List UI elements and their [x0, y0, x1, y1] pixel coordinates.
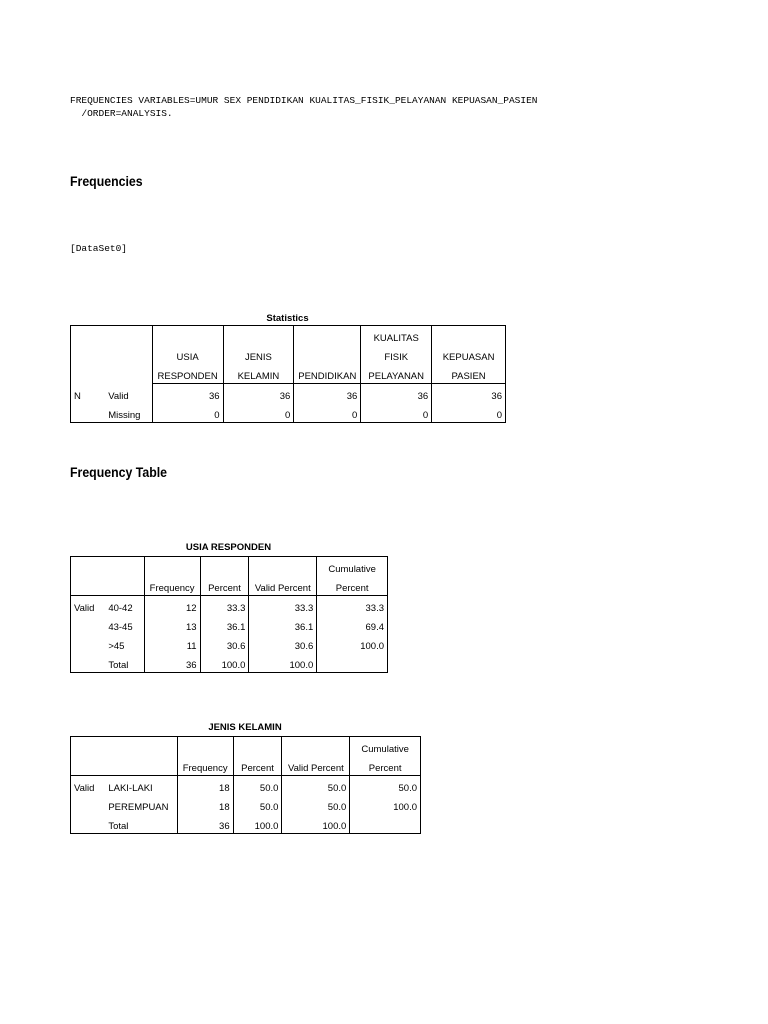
jk-header-frequency: Frequency: [177, 737, 233, 776]
usia-header-percent: Percent: [200, 557, 249, 596]
jk-cell: 50.0: [233, 795, 282, 814]
table-row: [71, 403, 506, 423]
jk-cell: 18: [177, 795, 233, 814]
jenis-kelamin-title: JENIS KELAMIN: [208, 722, 282, 733]
stat-col-5-line1: [432, 326, 506, 346]
stat-col-5-line3: PASIEN: [432, 364, 506, 384]
jk-cell: 50.0: [233, 776, 282, 796]
table-row: [71, 615, 388, 634]
jk-cell: 36: [177, 814, 233, 834]
jk-cell: 50.0: [282, 795, 350, 814]
jenis-kelamin-frequency-table: [70, 736, 421, 834]
stat-col-4-line1: KUALITAS: [361, 326, 432, 346]
usia-cell: 100.0: [200, 653, 249, 673]
jk-cell: 100.0: [350, 795, 421, 814]
stat-col-3-line2: [294, 345, 361, 364]
stat-col-3-line3: PENDIDIKAN: [294, 364, 361, 384]
stat-cell: 36: [294, 384, 361, 404]
jk-header-cumulative-percent: Percent: [350, 756, 421, 776]
usia-header-valid-percent: Valid Percent: [249, 557, 317, 596]
jk-cell: 50.0: [350, 776, 421, 796]
stat-cell: 36: [361, 384, 432, 404]
table-row: [71, 814, 421, 834]
stat-cell: 0: [152, 403, 223, 423]
stat-cell: 0: [361, 403, 432, 423]
usia-cell: 33.3: [200, 596, 249, 616]
table-row: [71, 776, 421, 796]
usia-row-label: 43-45: [108, 622, 133, 633]
syntax-line-1: FREQUENCIES VARIABLES=UMUR SEX PENDIDIKAN KUALITAS_FISIK_PELAYANAN KEPUASAN_PASIEN: [70, 95, 538, 106]
jk-header-cumulative: Cumulative: [350, 737, 421, 757]
table-row: [71, 795, 421, 814]
jk-header-valid-percent: Valid Percent: [282, 737, 350, 776]
statistics-title: Statistics: [266, 313, 309, 324]
stat-col-2-line1: [223, 326, 294, 346]
usia-cell: 33.3: [317, 596, 388, 616]
syntax-block: [70, 94, 537, 120]
statistics-table: [70, 325, 506, 423]
usia-row-label: 40-42: [105, 596, 144, 616]
jk-cell: 50.0: [282, 776, 350, 796]
usia-cell: 100.0: [317, 634, 388, 653]
stat-cell: 36: [152, 384, 223, 404]
jk-cell: 18: [177, 776, 233, 796]
table-row: [71, 634, 388, 653]
frequency-table-heading: Frequency Table: [70, 464, 167, 480]
table-row: [71, 596, 388, 616]
usia-cell: 36.1: [200, 615, 249, 634]
stat-col-1-line3: RESPONDEN: [152, 364, 223, 384]
stat-cell: 0: [432, 403, 506, 423]
stat-col-1-line2: USIA: [152, 345, 223, 364]
stat-cell: 36: [223, 384, 294, 404]
jk-row-label: Total: [105, 814, 177, 834]
usia-cell: 100.0: [249, 653, 317, 673]
usia-header-frequency: Frequency: [144, 557, 200, 596]
usia-cell: 12: [144, 596, 200, 616]
jk-cell: [350, 814, 421, 834]
usia-cell: 30.6: [200, 634, 249, 653]
stat-group-label: N: [71, 384, 106, 404]
jk-cell: 100.0: [282, 814, 350, 834]
usia-cell: 11: [144, 634, 200, 653]
usia-cell: 36: [144, 653, 200, 673]
frequencies-heading: Frequencies: [70, 173, 143, 189]
stat-cell: 0: [294, 403, 361, 423]
usia-group-label: Valid: [71, 596, 106, 616]
usia-cell: 69.4: [317, 615, 388, 634]
usia-cell: 36.1: [249, 615, 317, 634]
stat-col-4-line2: FISIK: [361, 345, 432, 364]
stat-col-3-line1: [294, 326, 361, 346]
stat-col-2-line2: JENIS: [223, 345, 294, 364]
usia-cell: 30.6: [249, 634, 317, 653]
usia-cell: 33.3: [249, 596, 317, 616]
jk-cell: 100.0: [233, 814, 282, 834]
jk-row-label: PEREMPUAN: [108, 802, 169, 813]
usia-row-label: >45: [108, 641, 125, 652]
usia-cell: [317, 653, 388, 673]
syntax-line-2: /ORDER=ANALYSIS.: [70, 108, 173, 119]
stat-cell: 36: [432, 384, 506, 404]
jk-header-percent: Percent: [233, 737, 282, 776]
usia-cell: 13: [144, 615, 200, 634]
dataset-label: [DataSet0]: [70, 243, 128, 254]
table-row: [71, 653, 388, 673]
stat-col-5-line2: KEPUASAN: [432, 345, 506, 364]
stat-col-4-line3: PELAYANAN: [361, 364, 432, 384]
stat-col-1-line1: [152, 326, 223, 346]
usia-header-cumulative: Cumulative: [317, 557, 388, 577]
stat-row-label: Missing: [105, 403, 152, 423]
stat-cell: 0: [223, 403, 294, 423]
usia-frequency-table: [70, 556, 388, 673]
stat-row-label: Valid: [108, 391, 129, 402]
table-row: [71, 384, 506, 404]
usia-row-label: Total: [105, 653, 144, 673]
usia-header-cumulative-percent: Percent: [317, 576, 388, 596]
jk-row-label: LAKI-LAKI: [105, 776, 177, 796]
usia-title: USIA RESPONDEN: [185, 542, 272, 553]
stat-col-2-line3: KELAMIN: [223, 364, 294, 384]
jk-group-label: Valid: [71, 776, 106, 796]
